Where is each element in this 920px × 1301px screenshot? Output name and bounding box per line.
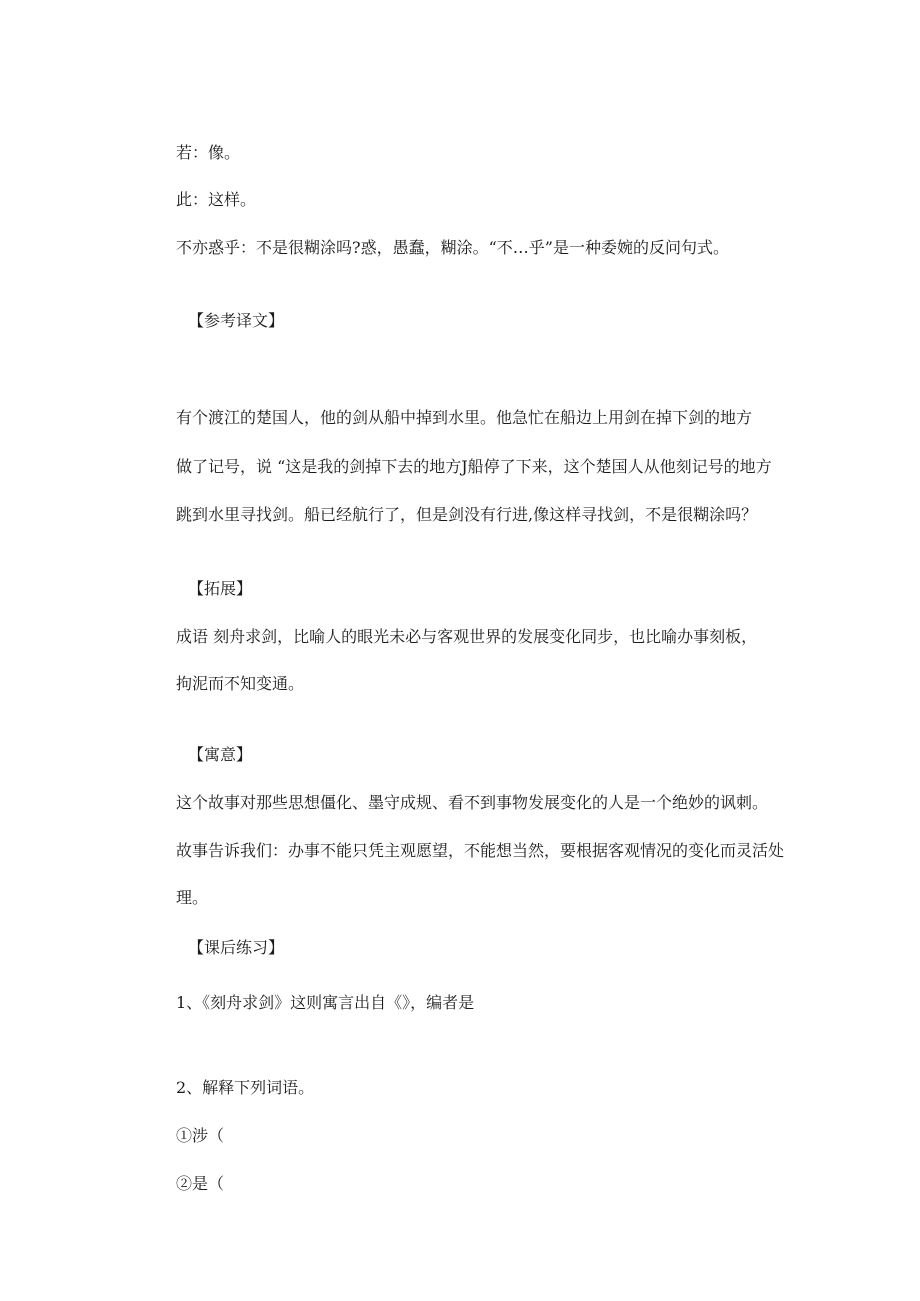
- moral-line: 故事告诉我们：办事不能只凭主观愿望，不能想当然，要根据客观情况的变化而灵活处: [176, 841, 785, 860]
- exercise-question-2: 2、解释下列词语。: [176, 1078, 315, 1097]
- moral-line: 理。: [176, 888, 209, 907]
- exercise-item: ②是（: [176, 1174, 225, 1193]
- note-ruo: 若：像。: [176, 143, 241, 162]
- translation-line: 跳到水里寻找剑。船已经航行了，但是剑没有行进,像这样寻找剑，不是很糊涂吗？: [176, 505, 758, 524]
- note-ci: 此：这样。: [176, 190, 257, 209]
- moral-heading: 【寓意】: [188, 745, 253, 764]
- extension-line: 成语 刻舟求剑，比喻人的眼光未必与客观世界的发展变化同步，也比喻办事刻板，: [176, 627, 758, 646]
- note-bu-yi-huo-hu: 不亦惑乎：不是很糊涂吗?惑，愚蠢，糊涂。“不…乎”是一种委婉的反问句式。: [176, 238, 729, 257]
- exercise-question-1: 1、《刻舟求剑》这则寓言出自《》，编者是: [176, 993, 475, 1012]
- translation-heading: 【参考译文】: [188, 311, 285, 330]
- exercise-item: ①涉（: [176, 1126, 225, 1145]
- translation-line: 有个渡江的楚国人，他的剑从船中掉到水里。他急忙在船边上用剑在掉下剑的地方: [176, 408, 753, 427]
- translation-line: 做了记号，说 “这是我的剑掉下去的地方J船停了下来，这个楚国人从他刻记号的地方: [176, 457, 772, 476]
- moral-line: 这个故事对那些思想僵化、墨守成规、看不到事物发展变化的人是一个绝妙的讽刺。: [176, 793, 769, 812]
- exercises-heading: 【课后练习】: [188, 938, 285, 957]
- extension-line: 拘泥而不知变通。: [176, 674, 305, 693]
- extension-heading: 【拓展】: [188, 579, 253, 598]
